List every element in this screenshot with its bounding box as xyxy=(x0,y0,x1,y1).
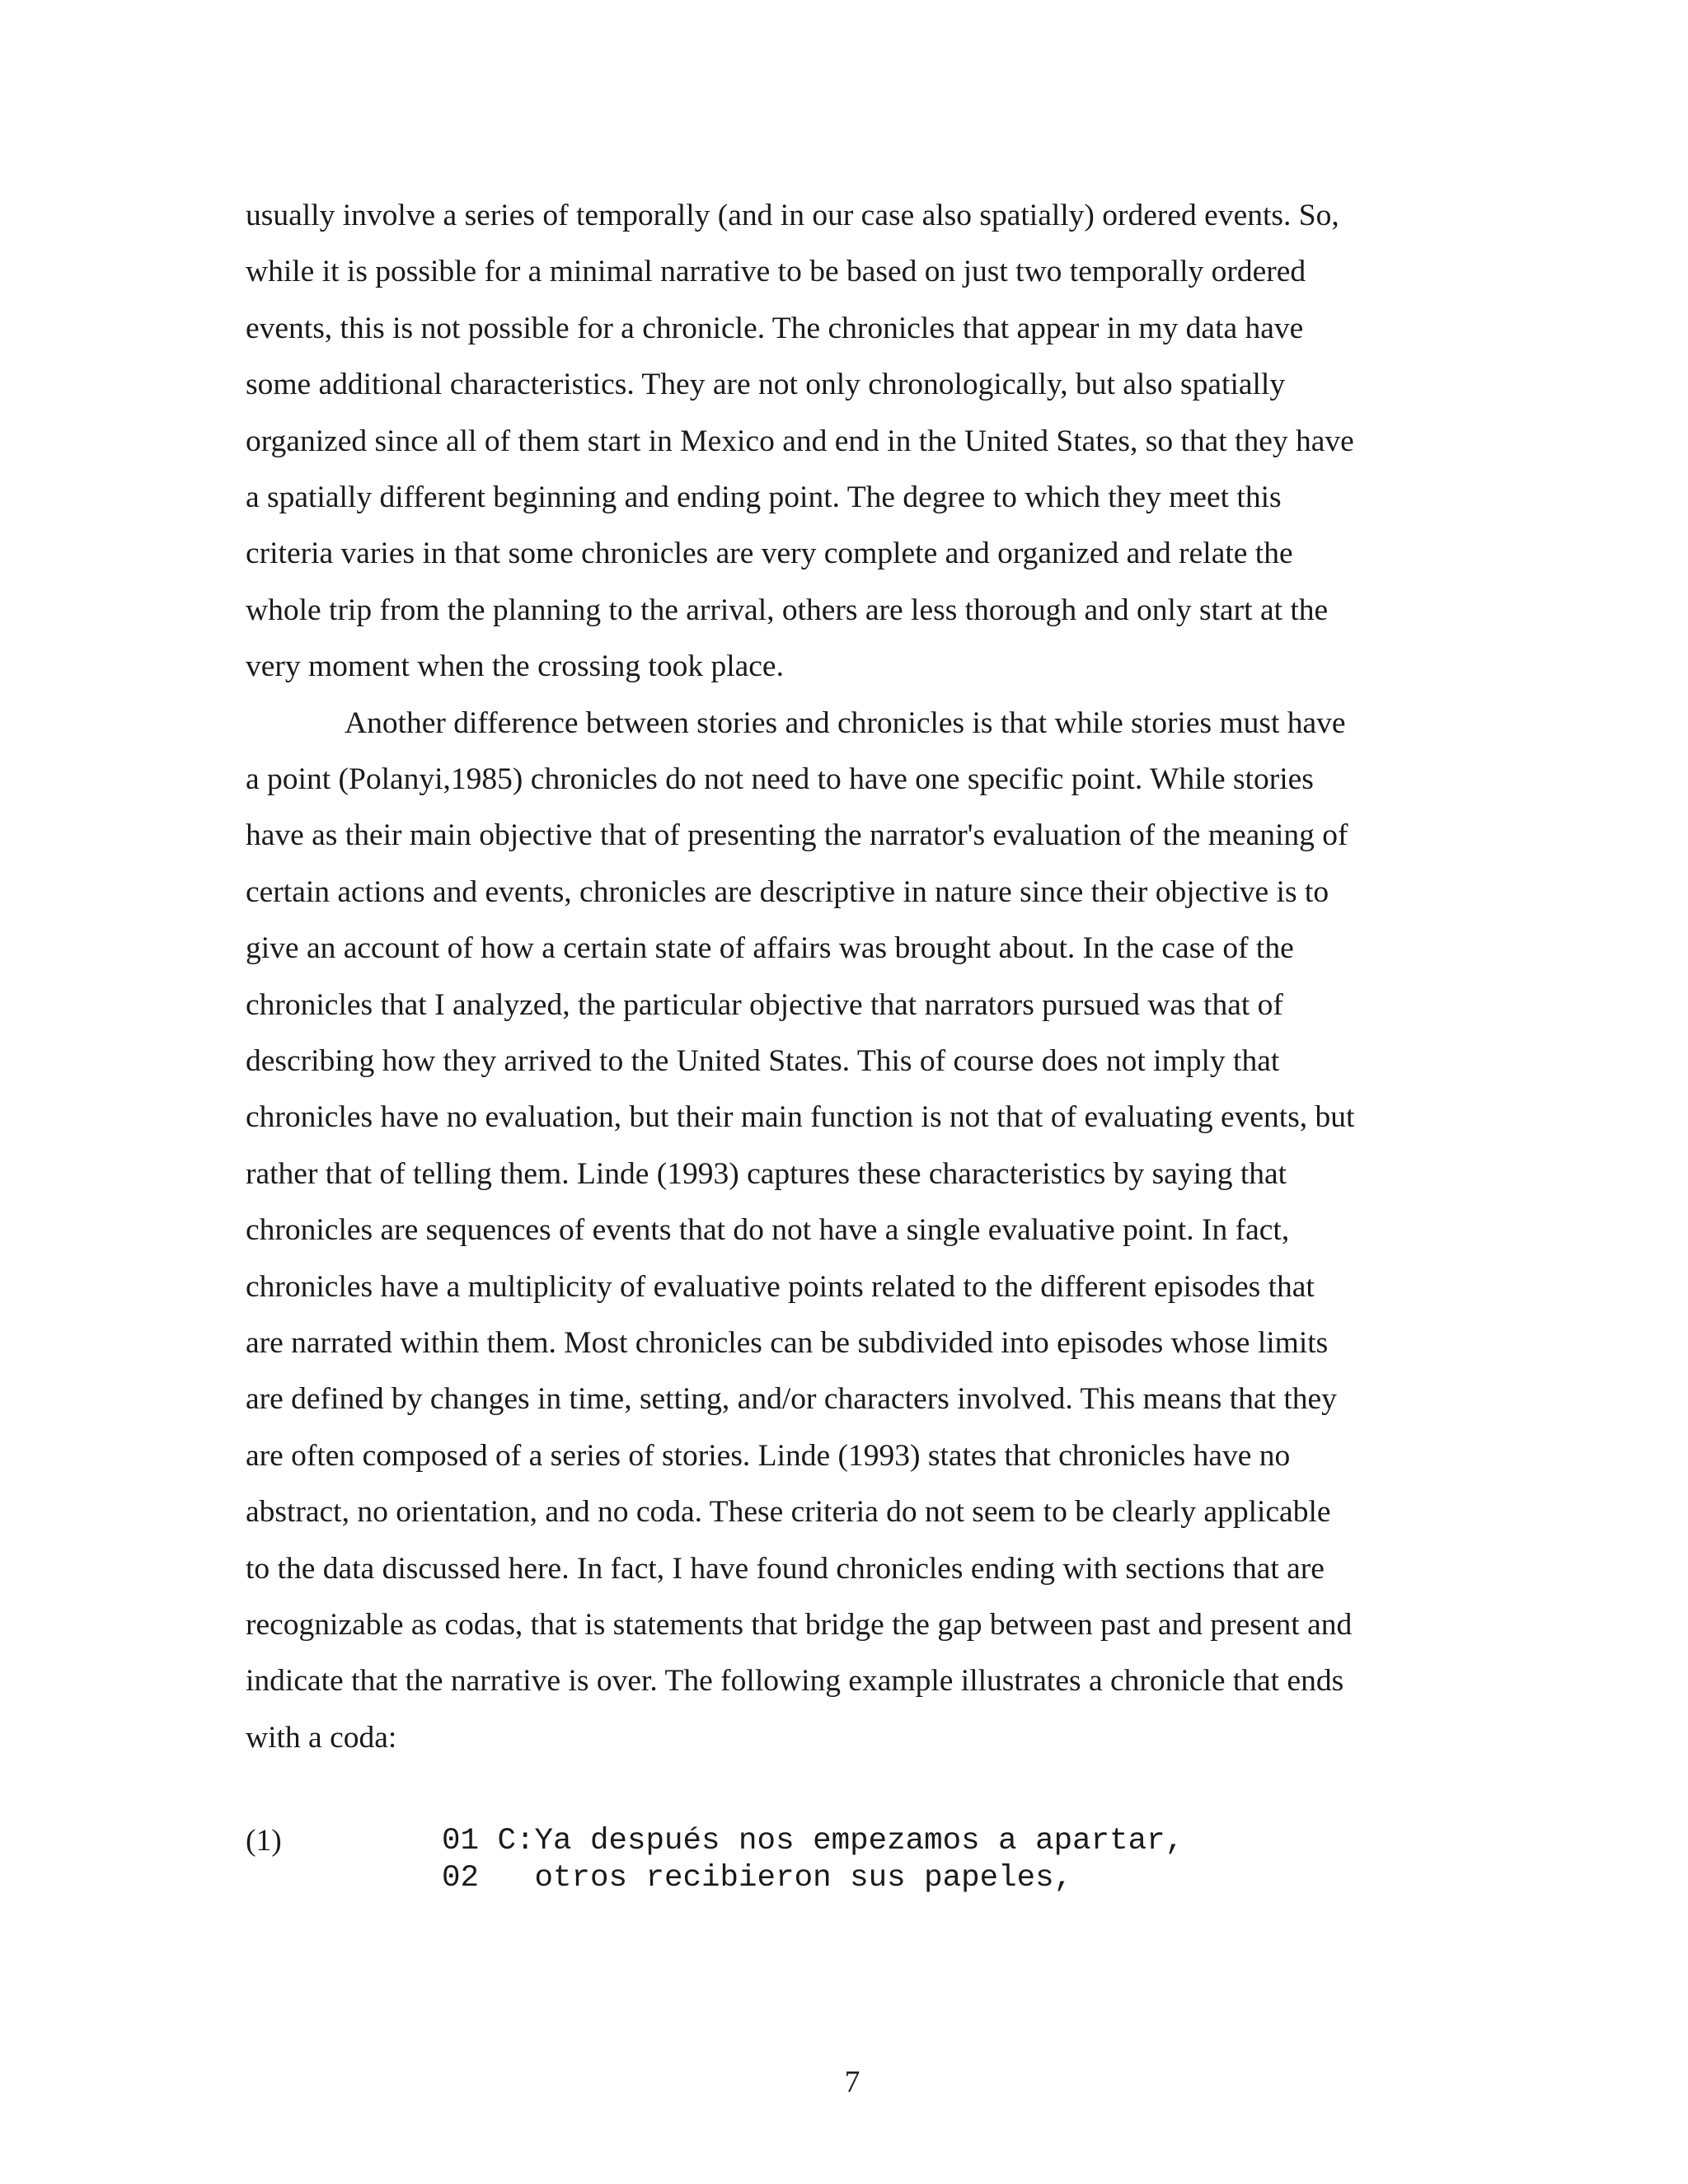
body-line: recognizable as codas, that is statements that bridge the gap between past and present and xyxy=(246,1608,1353,1642)
body-line: usually involve a series of temporally (and in our case also spatially) ordered events. So, xyxy=(246,199,1339,232)
body-line: to the data discussed here. In fact, I have found chronicles ending with sections that are xyxy=(246,1551,1325,1586)
transcript-line: 01 C:Ya después nos empezamos a apartar, xyxy=(442,1824,1184,1858)
body-line: very moment when the crossing took place. xyxy=(246,649,784,684)
body-line: indicate that the narrative is over. The following example illustrates a chronicle that ends xyxy=(246,1664,1344,1699)
page-number: 7 xyxy=(844,2065,860,2099)
body-line: chronicles have no evaluation, but their main function is not that of evaluating events, but xyxy=(246,1100,1355,1135)
body-line: chronicles that I analyzed, the particular objective that narrators pursued was that of xyxy=(246,987,1283,1022)
body-line: events, this is not possible for a chronicle. The chronicles that appear in my data have xyxy=(246,311,1304,345)
body-line: chronicles have a multiplicity of evaluative points related to the different episodes that xyxy=(246,1269,1315,1304)
example-label: (1) xyxy=(246,1824,282,1858)
body-line: Another difference between stories and chronicles is that while stories must have xyxy=(345,705,1346,740)
body-line: are often composed of a series of stories. Linde (1993) states that chronicles have no xyxy=(246,1438,1291,1473)
body-line: rather that of telling them. Linde (1993) captures these characteristics by saying that xyxy=(246,1156,1287,1191)
body-line: some additional characteristics. They are not only chronologically, but also spatially xyxy=(246,368,1286,402)
body-line: criteria varies in that some chronicles are very complete and organized and relate the xyxy=(246,537,1293,571)
body-line: describing how they arrived to the United States. This of course does not imply that xyxy=(246,1044,1280,1078)
body-line: while it is possible for a minimal narrative to be based on just two temporally ordered xyxy=(246,255,1306,289)
body-line: a spatially different beginning and ending point. The degree to which they meet this xyxy=(246,480,1282,514)
body-line: with a coda: xyxy=(246,1720,397,1755)
body-line: whole trip from the planning to the arrival, others are less thorough and only start at the xyxy=(246,593,1329,627)
body-line: give an account of how a certain state of affairs was brought about. In the case of the xyxy=(246,931,1294,966)
body-line: are defined by changes in time, setting, and/or characters involved. This means that they xyxy=(246,1382,1337,1417)
body-line: abstract, no orientation, and no coda. These criteria do not seem to be clearly applicable xyxy=(246,1495,1331,1530)
body-line: organized since all of them start in Mexico and end in the United States, so that they have xyxy=(246,424,1354,458)
transcript-line: 02 otros recibieron sus papeles, xyxy=(442,1861,1073,1896)
body-line: chronicles are sequences of events that do not have a single evaluative point. In fact, xyxy=(246,1213,1290,1248)
body-line: have as their main objective that of presenting the narrator's evaluation of the meaning of xyxy=(246,818,1348,853)
body-line: a point (Polanyi,1985) chronicles do not need to have one specific point. While stories xyxy=(246,762,1314,796)
body-line: certain actions and events, chronicles are descriptive in nature since their objective is to xyxy=(246,874,1329,909)
body-line: are narrated within them. Most chronicles can be subdivided into episodes whose limits xyxy=(246,1326,1329,1360)
